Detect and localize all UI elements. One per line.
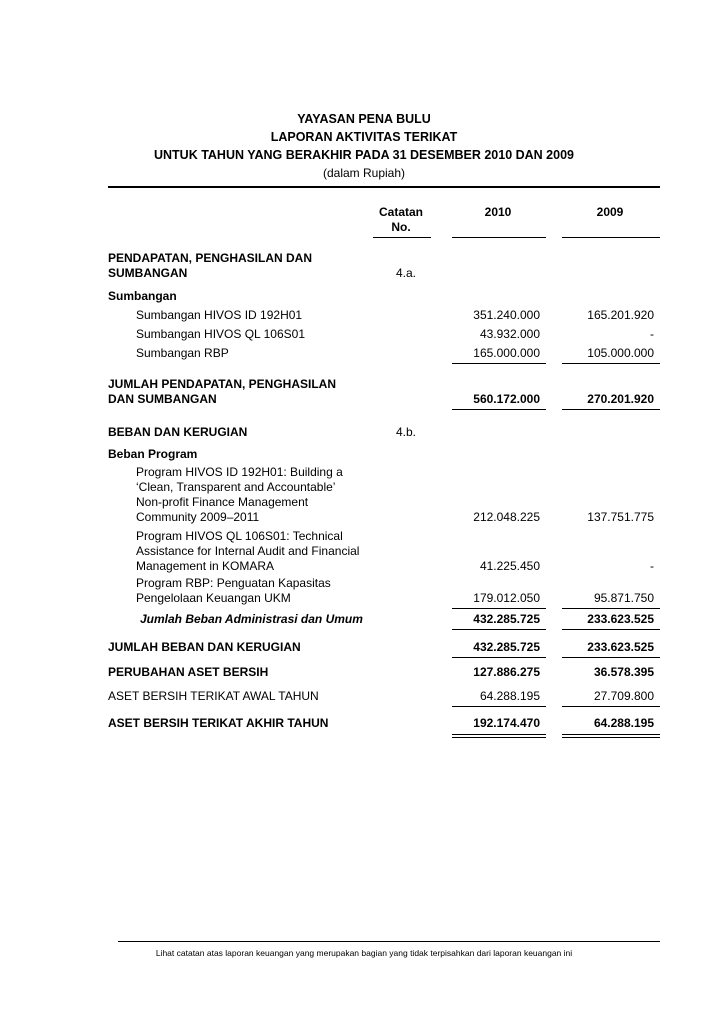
- col-2010-underline: [452, 237, 546, 238]
- expense-total-underline-2009: [562, 657, 660, 658]
- income-item-2009: 165.201.920: [587, 308, 654, 322]
- col-2009-underline: [562, 237, 660, 238]
- change-label: PERUBAHAN ASET BERSIH: [108, 665, 269, 679]
- expense-total-underline-2010: [452, 657, 546, 658]
- closing-label: ASET BERSIH TERIKAT AKHIR TAHUN: [108, 716, 329, 730]
- opening-2010: 64.288.195: [479, 689, 540, 703]
- col-note-header-no: No.: [391, 220, 411, 234]
- subtotal-underline-2009: [562, 629, 660, 630]
- closing-2010: 192.174.470: [473, 716, 540, 730]
- footer-note: Lihat catatan atas laporan keuangan yang merupakan bagian yang tidak terpisahkan dari laporan keuangan ini: [155, 948, 573, 958]
- closing-2009: 64.288.195: [593, 716, 654, 730]
- income-title-2: SUMBANGAN: [108, 266, 188, 280]
- opening-underline-2009: [562, 706, 660, 707]
- income-title-1: PENDAPATAN, PENGHASILAN DAN: [108, 251, 313, 265]
- change-2010: 127.886.275: [473, 665, 540, 679]
- closing-dbl-underline-2010-a: [452, 734, 546, 735]
- program1-2009: 137.751.775: [587, 510, 654, 524]
- opening-2009: 27.709.800: [593, 689, 654, 703]
- expense-note: 4.b.: [396, 425, 417, 439]
- change-2009: 36.578.395: [593, 665, 654, 679]
- expense-sub: Beban Program: [108, 447, 198, 461]
- income-total-underline-2009: [562, 409, 660, 410]
- footer-rule: [118, 941, 660, 942]
- program2-line: Program HIVOS QL 106S01: Technical: [136, 529, 343, 543]
- income-total-2010: 560.172.000: [473, 392, 540, 406]
- closing-dbl-underline-2010-b: [452, 737, 546, 738]
- income-item-2009: 105.000.000: [587, 346, 654, 360]
- expense-total-2010: 432.285.725: [473, 640, 540, 654]
- income-item-2010: 165.000.000: [473, 346, 540, 360]
- expense-subtotal-2009: 233.623.525: [587, 612, 654, 626]
- program3-line: Program RBP: Penguatan Kapasitas: [136, 576, 331, 590]
- expense-subtotal-2010: 432.285.725: [473, 612, 540, 626]
- income-total-label-2: DAN SUMBANGAN: [108, 392, 217, 406]
- program1-line: Program HIVOS ID 192H01: Building a: [136, 465, 343, 479]
- program2-2009: -: [650, 559, 654, 573]
- closing-dbl-underline-2009-a: [562, 734, 660, 735]
- program1-2010: 212.048.225: [473, 510, 540, 524]
- org-name: YAYASAN PENA BULU: [297, 112, 431, 126]
- income-item-label: Sumbangan RBP: [136, 346, 229, 360]
- income-item-2010: 351.240.000: [473, 308, 540, 322]
- col-2010-header: 2010: [484, 205, 512, 219]
- program3-2009: 95.871.750: [593, 591, 654, 605]
- program-underline-2010: [452, 608, 546, 609]
- program1-line: ‘Clean, Transparent and Accountable’: [136, 480, 336, 494]
- program2-line: Management in KOMARA: [136, 559, 275, 573]
- expense-subtotal-label: Jumlah Beban Administrasi dan Umum: [140, 612, 363, 626]
- opening-label: ASET BERSIH TERIKAT AWAL TAHUN: [108, 689, 319, 703]
- col-note-underline: [373, 237, 431, 238]
- report-title: LAPORAN AKTIVITAS TERIKAT: [270, 130, 458, 144]
- col-2009-header: 2009: [596, 205, 624, 219]
- expense-total-label: JUMLAH BEBAN DAN KERUGIAN: [108, 640, 301, 654]
- program2-line: Assistance for Internal Audit and Financial: [136, 544, 360, 558]
- program3-2010: 179.012.050: [473, 591, 540, 605]
- closing-dbl-underline-2009-b: [562, 737, 660, 738]
- income-total-label-1: JUMLAH PENDAPATAN, PENGHASILAN: [108, 377, 337, 391]
- income-items-underline-2009: [562, 363, 660, 364]
- income-item-2009: -: [650, 327, 654, 341]
- header-rule: [108, 186, 660, 188]
- income-total-2009: 270.201.920: [587, 392, 654, 406]
- income-sub: Sumbangan: [108, 289, 177, 303]
- income-note: 4.a.: [396, 266, 417, 280]
- col-note-header: Catatan: [378, 205, 423, 219]
- program2-2010: 41.225.450: [479, 559, 540, 573]
- program1-line: Non-profit Finance Management: [136, 495, 309, 509]
- program3-line: Pengelolaan Keuangan UKM: [136, 591, 291, 605]
- subtotal-underline-2010: [452, 629, 546, 630]
- income-item-label: Sumbangan HIVOS ID 192H01: [136, 308, 303, 322]
- expense-total-2009: 233.623.525: [587, 640, 654, 654]
- income-item-2010: 43.932.000: [479, 327, 540, 341]
- report-period: UNTUK TAHUN YANG BERAKHIR PADA 31 DESEMBER 2010 DAN 2009: [153, 148, 574, 162]
- program1-line: Community 2009–2011: [136, 510, 260, 524]
- opening-underline-2010: [452, 706, 546, 707]
- income-items-underline-2010: [452, 363, 546, 364]
- income-total-underline-2010: [452, 409, 546, 410]
- program-underline-2009: [562, 608, 660, 609]
- income-item-label: Sumbangan HIVOS QL 106S01: [136, 327, 305, 341]
- expense-title: BEBAN DAN KERUGIAN: [108, 425, 248, 439]
- currency-unit: (dalam Rupiah): [322, 166, 406, 180]
